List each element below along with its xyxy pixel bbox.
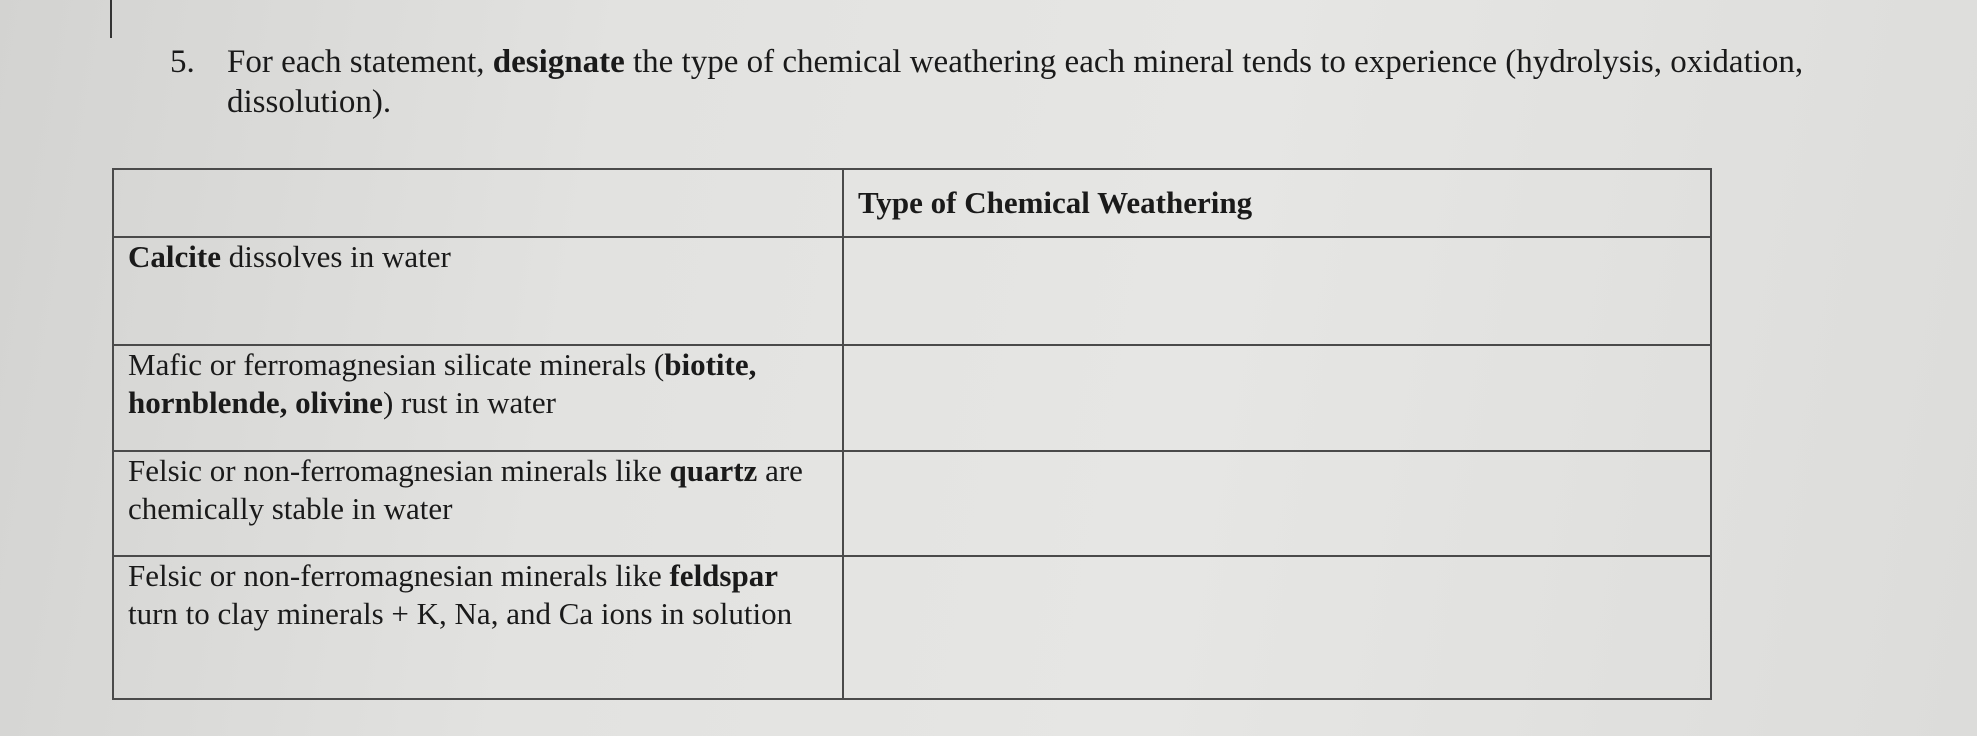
answer-cell[interactable] bbox=[843, 556, 1711, 699]
statement-bold: biotite, hornblende, olivine bbox=[128, 347, 757, 420]
statement-text: Mafic or ferromagnesian silicate minerals ( bbox=[128, 347, 665, 382]
answer-cell[interactable] bbox=[843, 237, 1711, 345]
answer-cell[interactable] bbox=[843, 345, 1711, 451]
table-row bbox=[113, 345, 1711, 451]
weathering-table bbox=[112, 168, 1712, 700]
statement-bold: feldspar bbox=[669, 558, 778, 593]
statement-text: turn to clay minerals + K, Na, and Ca ions in solution bbox=[128, 596, 793, 631]
statement-bold: quartz bbox=[669, 453, 758, 488]
question-text-part2: the type of chemical weathering each mineral tends to experience (hydrolysis, oxidation, dissolution). bbox=[227, 44, 1804, 120]
header-weathering: Type of Chemical Weathering bbox=[843, 169, 1711, 237]
margin-mark bbox=[110, 0, 112, 38]
statement-cell bbox=[113, 451, 843, 556]
table-row bbox=[113, 556, 1711, 699]
statement-cell bbox=[113, 345, 843, 451]
statement-text: dissolves in water bbox=[220, 239, 451, 274]
question-number: 5. bbox=[170, 44, 195, 80]
statement-cell bbox=[113, 237, 843, 345]
statement-bold: Calcite bbox=[128, 239, 221, 274]
statement-text: Felsic or non-ferromagnesian minerals like bbox=[128, 453, 670, 488]
question-text-part1: For each statement, bbox=[227, 44, 493, 80]
statement-text: are chemically stable in water bbox=[128, 453, 803, 526]
table-row bbox=[113, 451, 1711, 556]
table-row bbox=[113, 237, 1711, 345]
table-header-row bbox=[113, 169, 1711, 237]
statement-text: ) rust in water bbox=[382, 385, 556, 420]
question-text-bold: designate bbox=[492, 44, 625, 80]
question-block bbox=[170, 42, 1870, 122]
statement-cell bbox=[113, 556, 843, 699]
statement-text: Felsic or non-ferromagnesian minerals like bbox=[128, 558, 670, 593]
answer-cell[interactable] bbox=[843, 451, 1711, 556]
header-statement bbox=[113, 169, 843, 237]
question-text bbox=[227, 42, 1870, 122]
